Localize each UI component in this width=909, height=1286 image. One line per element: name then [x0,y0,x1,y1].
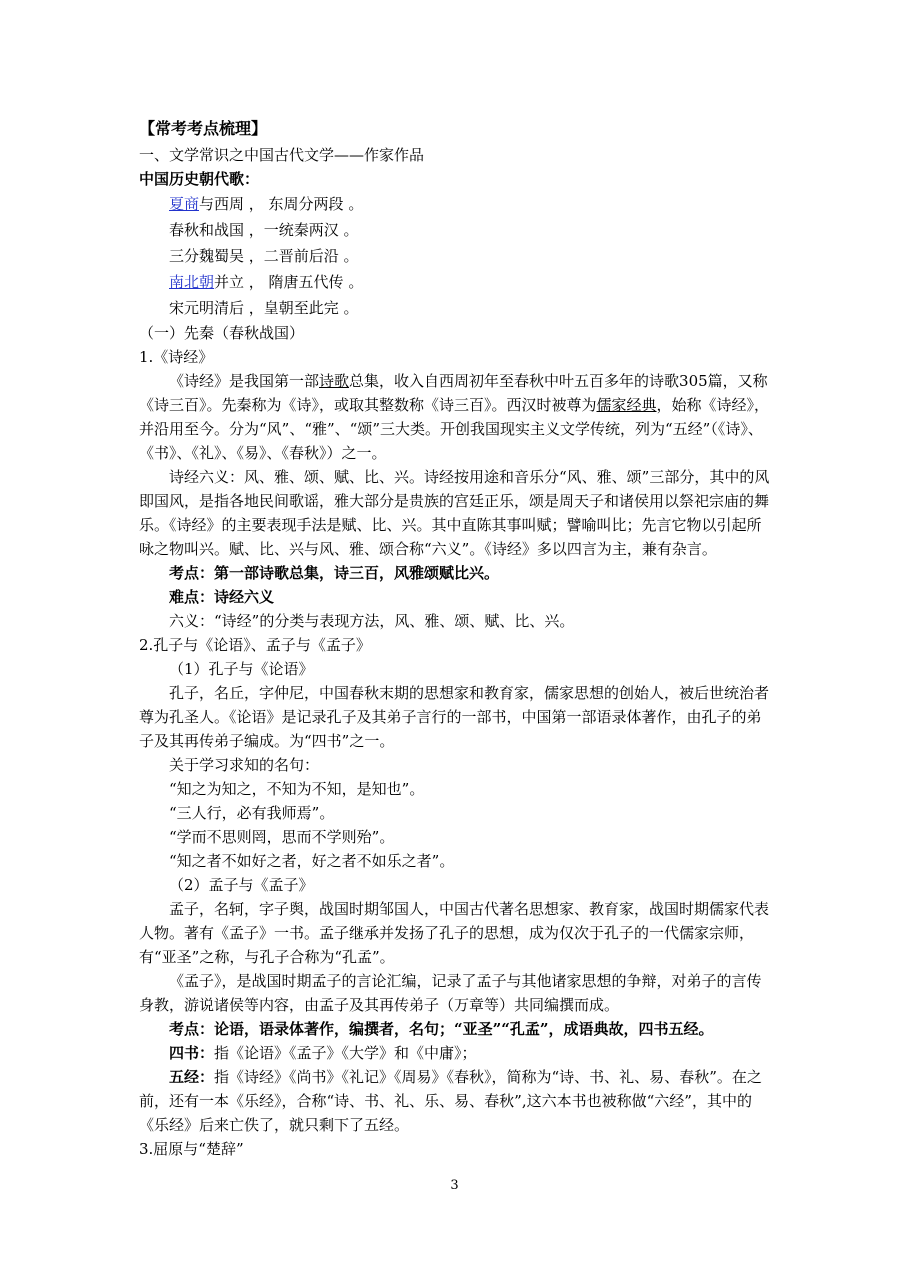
item-title: 1.《诗经》 [139,348,214,366]
poem-line [169,191,773,217]
item-title: 2.孔子与《论语》、孟子与《孟子》 [139,636,371,654]
four-books [139,1041,773,1065]
quote: “三人行，必有我师焉”。 [169,804,335,822]
poem-line [169,243,773,269]
underlined-term: 儒家经典 [596,396,657,414]
paragraph-mencius-book: 《孟子》，是战国时期孟子的言论汇编，记录了孟子与其他诸家思想的争辩，对弟子的言传身教，游说诸侯等内容，由孟子及其再传弟子（万章等）共同编撰而成。 [139,972,762,1014]
paragraph-liuyi: 诗经六义：风、雅、颂、赋、比、兴。诗经按用途和音乐分“风、雅、颂”三部分，其中的风即国风，是指各地民间歌谣，雅大部分是贵族的宫廷正乐，颂是周天子和诸侯用以祭祀宗庙的舞乐。《诗经》的主要表现手法是赋、比、兴。其中直陈其事叫赋；譬喻叫比；先言它物以引起所咏之物叫兴。赋、比、兴与风、雅、颂合称“六义”。《诗经》多以四言为主，兼有杂言。 [139,468,770,558]
exam-point: 考点：论语，语录体著作，编撰者，名句；“亚圣”“孔孟”，成语典故，四书五经。 [169,1020,714,1038]
section-heading: 【常考考点梳理】 [139,119,268,138]
item-title: 3.屈原与“楚辞” [139,1140,244,1158]
dynasty-song [139,191,773,321]
link-nan-bei-chao[interactable]: 南北朝 [169,273,215,291]
paragraph-shijing [139,369,773,465]
five-classics-text: 指《诗经》《尚书》《礼记》《周易》《春秋》，简称为“诗、书、礼、易、春秋”。在之前，还有一本《乐经》，合称“诗、书、礼、乐、易、春秋”,这六本书也被称做“六经”，其中的《乐经》后来亡佚了，就只剩下了五经。 [139,1068,762,1134]
document-body [139,117,773,1161]
subsection-title: （一）先秦（春秋战国） [139,324,305,342]
poem-text: 与西周 ， 东周分两段 。 [199,195,364,213]
quote: “学而不思则罔，思而不学则殆”。 [169,828,395,846]
four-books-label: 四书： [169,1044,215,1062]
link-xia-shang[interactable]: 夏商 [169,195,200,213]
page-number: 3 [450,1178,459,1193]
underlined-term: 诗歌 [319,372,350,390]
five-classics-label: 五经： [169,1068,215,1086]
quote: “知之者不如好之者，好之者不如乐之者”。 [169,852,455,870]
poem-text: 宋元明清后 ，皇朝至此完 。 [169,299,359,317]
poem-text: 春秋和战国 ，一统秦两汉 。 [169,221,359,239]
difficult-point: 难点：诗经六义 [169,588,275,606]
liuyi-note: 六义：“诗经”的分类与表现方法，风、雅、颂、赋、比、兴。 [169,612,575,630]
paragraph-confucius: 孔子，名丘，字仲尼，中国春秋末期的思想家和教育家，儒家思想的创始人，被后世统治者尊为孔圣人。《论语》是记录孔子及其弟子言行的一部书，中国第一部语录体著作，由孔子的弟子及其再传弟子编成。为“四书”之一。 [139,684,770,750]
subsection-title: （2）孟子与《孟子》 [169,876,314,894]
poem-text: 三分魏蜀吴 ，二晋前后沿 。 [169,247,359,265]
paragraph-mencius: 孟子，名轲，字子舆，战国时期邹国人，中国古代著名思想家、教育家，战国时期儒家代表人物。著有《孟子》一书。孟子继承并发扬了孔子的思想，成为仅次于孔子的一代儒家宗师，有“亚圣”之称，与孔子合称为“孔孟”。 [139,900,770,966]
section-title: 一、文学常识之中国古代文学——作家作品 [139,146,425,164]
five-classics [139,1065,773,1137]
paragraph-text: 总集，收入自西周初年至春秋中叶五百多年的诗歌305篇，又称《诗三百》。先秦称为《诗》，或取其整数称《诗三百》。西汉时被尊为 [139,372,768,414]
paragraph-text: ，始称《诗经》，并沿用至今。分为“风”、“雅”、“颂”三大类。开创我国现实主义文学传统，列为“五经”（《诗》、《书》、《礼》、《易》、《春秋》）之一。 [139,396,770,462]
paragraph-text: 《诗经》是我国第一部 [169,372,320,390]
poem-text: 并立 ， 隋唐五代传 。 [214,273,364,291]
poem-line [169,269,773,295]
poem-line [169,295,773,321]
four-books-text: 指《论语》《孟子》《大学》和《中庸》； [214,1044,477,1062]
exam-point: 考点：第一部诗歌总集，诗三百，风雅颂赋比兴。 [169,564,500,582]
poem-line [169,217,773,243]
dynasty-song-title: 中国历史朝代歌： [139,170,260,188]
quote: “知之为知之，不知为不知，是知也”。 [169,780,425,798]
subsection-title: （1）孔子与《论语》 [169,660,314,678]
quotes-intro: 关于学习求知的名句： [169,756,320,774]
